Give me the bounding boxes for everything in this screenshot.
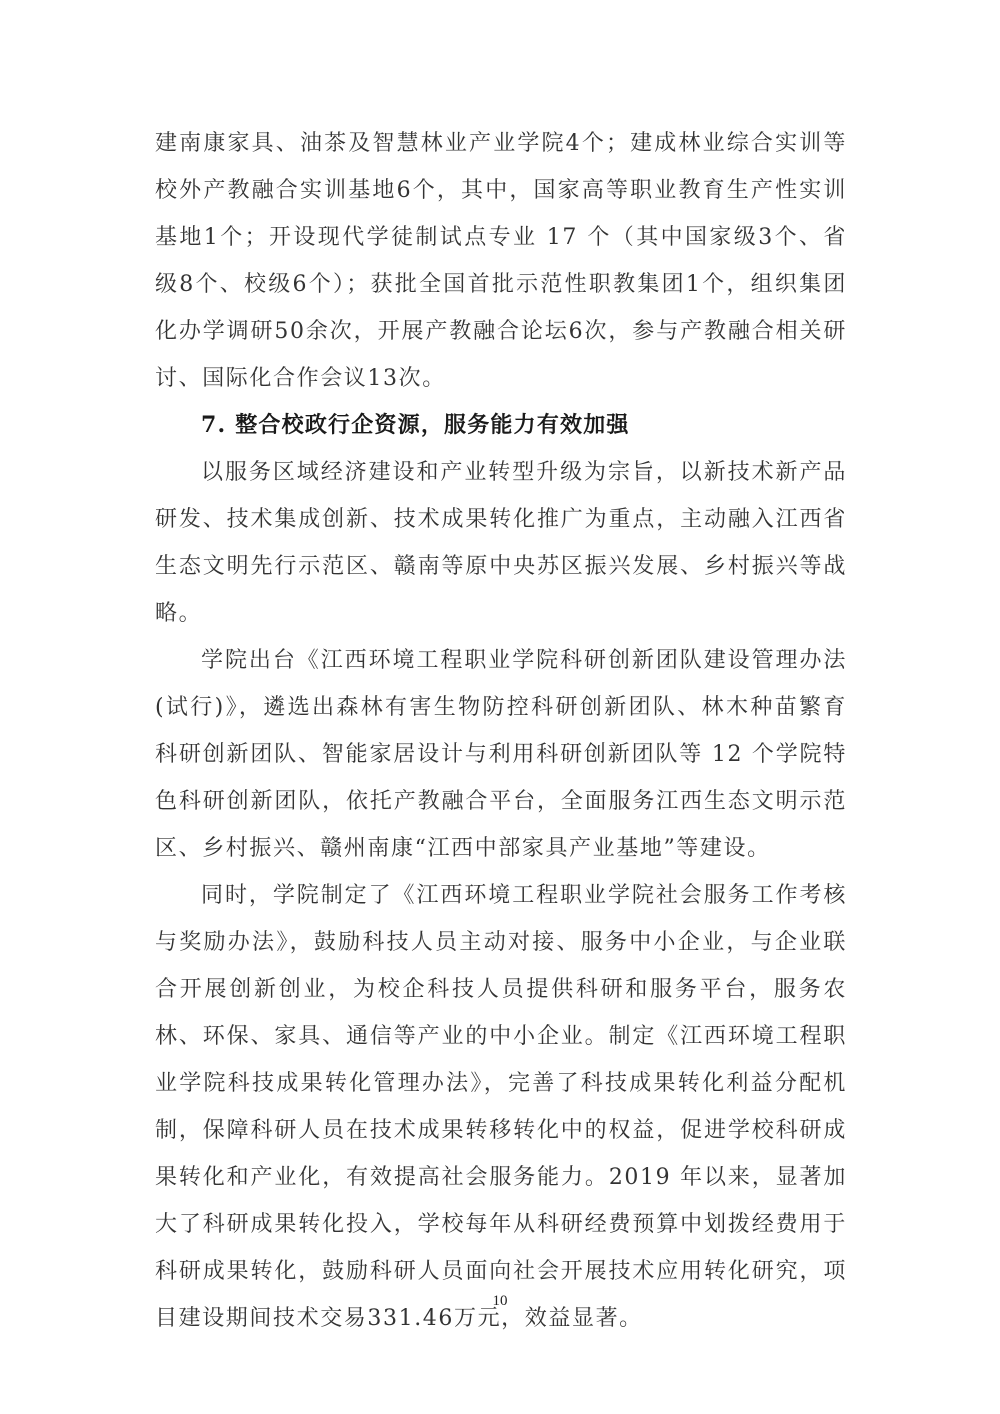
- paragraph-service-purpose: 以服务区域经济建设和产业转型升级为宗旨，以新技术新产品研发、技术集成创新、技术成果转化推广为重点，主动融入江西省生态文明先行示范区、赣南等原中央苏区振兴发展、乡村振兴等战略。: [155, 460, 847, 626]
- document-body: [155, 120, 847, 1342]
- paragraph-research-teams: 学院出台《江西环境工程职业学院科研创新团队建设管理办法(试行)》，遴选出森林有害生物防控科研创新团队、林木种苗繁育科研创新团队、智能家居设计与利用科研创新团队等 12 个学院特色科研创新团队，依托产教融合平台，全面服务江西生态文明示范区、乡村振兴、赣州南康“江西中部家具产业基地”等建设。: [155, 648, 847, 861]
- paragraph-continuation: 建南康家具、油茶及智慧林业产业学院4个；建成林业综合实训等校外产教融合实训基地6个，其中，国家高等职业教育生产性实训基地1个；开设现代学徒制试点专业 17 个（其中国家级3个、省级8个、校级6个）；获批全国首批示范性职教集团1个，组织集团化办学调研50余次，开展产教融合论坛6次，参与产教融合相关研讨、国际化合作会议13次。: [155, 131, 847, 391]
- section-heading: 7. 整合校政行企资源，服务能力有效加强: [201, 412, 630, 438]
- paragraph-social-service: 同时，学院制定了《江西环境工程职业学院社会服务工作考核与奖励办法》，鼓励科技人员主动对接、服务中小企业，与企业联合开展创新创业，为校企科技人员提供科研和服务平台，服务农林、环保、家具、通信等产业的中小企业。制定《江西环境工程职业学院科技成果转化管理办法》，完善了科技成果转化利益分配机制，保障科研人员在技术成果转移转化中的权益，促进学校科研成果转化和产业化，有效提高社会服务能力。2019 年以来，显著加大了科研成果转化投入，学校每年从科研经费预算中划拨经费用于科研成果转化，鼓励科研人员面向社会开展技术应用转化研究，项目建设期间技术交易331.46万元，效益显著。: [155, 883, 847, 1331]
- page-number: 10: [492, 1293, 508, 1309]
